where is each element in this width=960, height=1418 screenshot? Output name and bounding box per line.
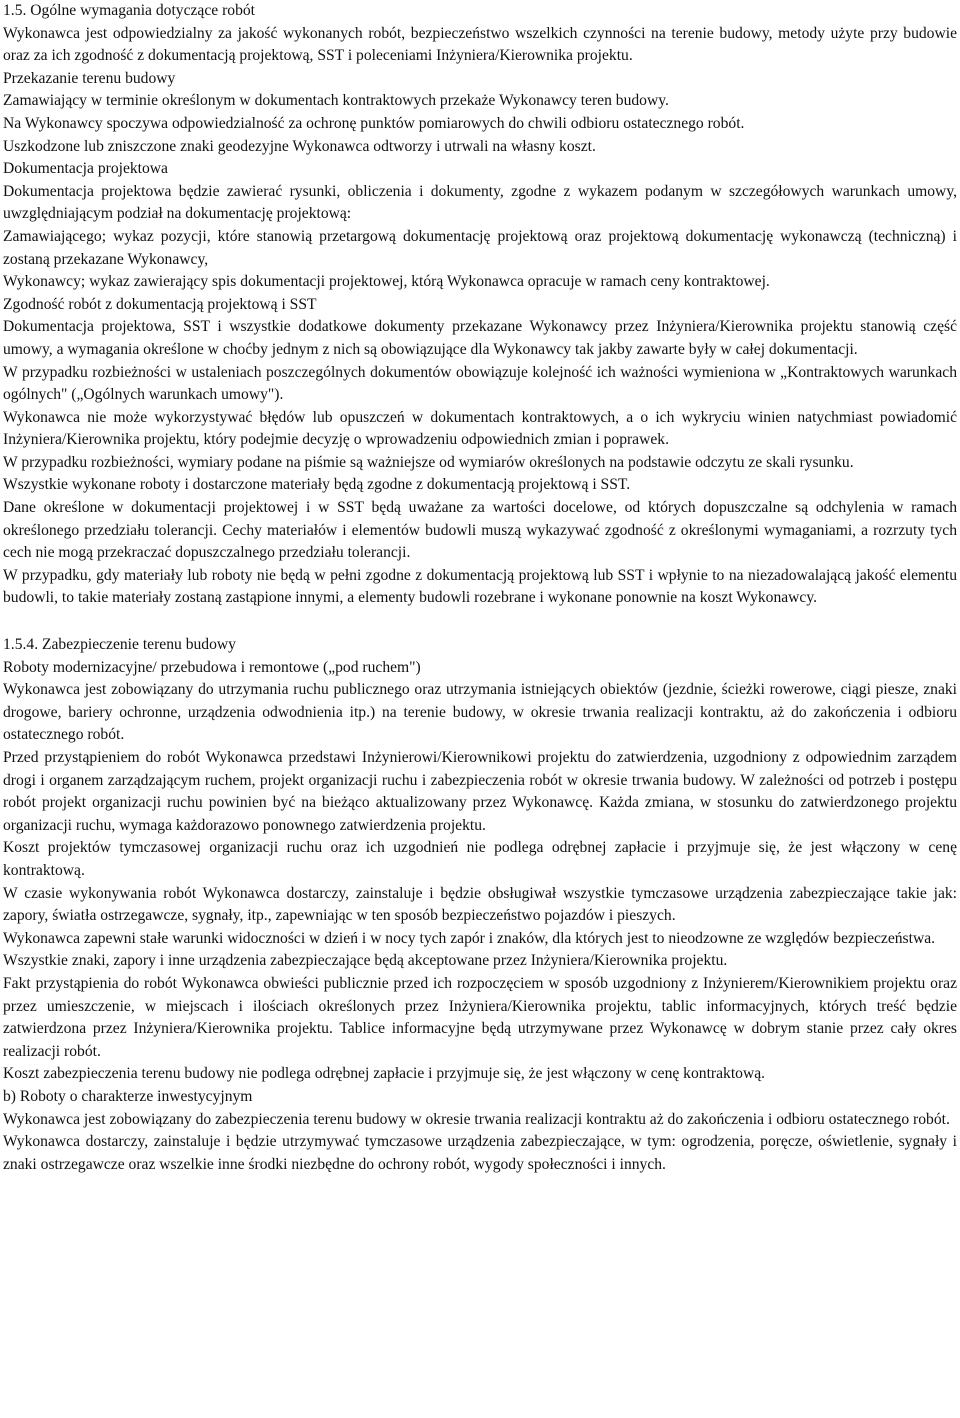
- subheading: b) Roboty o charakterze inwestycyjnym: [3, 1087, 253, 1105]
- paragraph: Wszystkie wykonane roboty i dostarczone materiały będą zgodne z dokumentacją projektową i SST.: [3, 476, 631, 494]
- paragraph: Koszt projektów tymczasowej organizacji ruchu oraz ich uzgodnień nie podlega odrębnej zapłacie i przyjmuje się, że jest włączony w cenę kontraktową.: [3, 839, 957, 879]
- paragraph: Dokumentacja projektowa będzie zawierać rysunki, obliczenia i dokumenty, zgodne z wykazem podanym w szczegółowych warunkach umowy, uwzględniającym podział na dokumentację projektową:: [3, 182, 957, 223]
- paragraph: Zamawiający w terminie określonym w dokumentach kontraktowych przekaże Wykonawcy teren budowy.: [3, 92, 669, 110]
- paragraph: W przypadku, gdy materiały lub roboty nie będą w pełni zgodne z dokumentacją projektową lub SST i wpłynie to na niezadowalającą jakość elementu budowli, to takie materiały zostaną zastąpione innymi, a elementy budowli rozebrane i wykonane ponownie na koszt Wykonawcy.: [3, 566, 957, 607]
- paragraph: Wykonawca dostarczy, zainstaluje i będzie utrzymywać tymczasowe urządzenia zabezpieczające, w tym: ogrodzenia, poręcze, oświetlenie, sygnały i znaki ostrzegawcze oraz wszelkie inne środki niezbędne do ochrony robót, wygody społeczności i innych.: [3, 1133, 957, 1173]
- paragraph: Zamawiającego; wykaz pozycji, które stanowią przetargową dokumentację projektową oraz projektową dokumentację wykonawczą (techniczną) i zostaną przekazane Wykonawcy,: [3, 227, 957, 268]
- paragraph: W przypadku rozbieżności, wymiary podane na piśmie są ważniejsze od wymiarów określonych na podstawie odczytu ze skali rysunku.: [3, 453, 854, 471]
- paragraph: Uszkodzone lub zniszczone znaki geodezyjne Wykonawca odtworzy i utrwali na własny koszt.: [3, 137, 596, 155]
- section-spacer: [3, 610, 957, 634]
- paragraph: Fakt przystąpienia do robót Wykonawca obwieści publicznie przed ich rozpoczęciem w sposób uzgodniony z Inżynierem/Kierownikiem projektu oraz przez umieszczenie, w miejscach i ilościach określonych przez Inżyniera/Kierownika projektu, tablic informacyjnych, których treść będzie zatwierdzona przez Inżyniera/Kierownika projektu. Tablice informacyjne będą utrzymywane przez Wykonawcę w dobrym stanie przez cały okres realizacji robót.: [3, 974, 957, 1060]
- paragraph: Wszystkie znaki, zapory i inne urządzenia zabezpieczające będą akceptowane przez Inżyniera/Kierownika projektu.: [3, 952, 728, 970]
- paragraph: Wykonawca nie może wykorzystywać błędów lub opuszczeń w dokumentach kontraktowych, a o ich wykryciu winien natychmiast powiadomić Inżyniera/Kierownika projektu, który podejmie decyzję o wprowadzeniu odpowiednich zmian i poprawek.: [3, 408, 957, 449]
- subheading: Przekazanie terenu budowy: [3, 69, 176, 87]
- paragraph: Wykonawca jest zobowiązany do zabezpieczenia terenu budowy w okresie trwania realizacji kontraktu aż do zakończenia i odbioru ostatecznego robót.: [3, 1110, 950, 1128]
- paragraph: Wykonawca jest odpowiedzialny za jakość wykonanych robót, bezpieczeństwo wszelkich czynności na terenie budowy, metody użyte przy budowie oraz za ich zgodność z dokumentacją projektową, SST i poleceniami Inżyniera/Kierownika projektu.: [3, 24, 957, 65]
- paragraph: Dane określone w dokumentacji projektowej i w SST będą uważane za wartości docelowe, od których dopuszczalne są odchylenia w ramach określonego przedziału tolerancji. Cechy materiałów i elementów budowli muszą wykazywać zgodność z określonymi wymaganiami, a rozrzuty tych cech nie mogą przekraczać dopuszczalnego przedziału tolerancji.: [3, 499, 957, 562]
- paragraph: W przypadku rozbieżności w ustaleniach poszczególnych dokumentów obowiązuje kolejność ich ważności wymieniona w „Kontraktowych warunkach ogólnych" („Ogólnych warunkach umowy").: [3, 363, 957, 404]
- paragraph: Przed przystąpieniem do robót Wykonawca przedstawi Inżynierowi/Kierownikowi projektu do zatwierdzenia, uzgodniony z odpowiednim zarządem drogi i organem zarządzającym ruchem, projekt organizacji ruchu i zabezpieczenia robót w okresie trwania budowy. W zależności od potrzeb i postępu robót projekt organizacji ruchu powinien być na bieżąco aktualizowany przez Wykonawcę. Każda zmiana, w stosunku do zatwierdzonego projektu organizacji ruchu, wymaga każdorazowo ponownego zatwierdzenia projektu.: [3, 749, 957, 834]
- subheading: Zgodność robót z dokumentacją projektową i SST: [3, 295, 317, 313]
- paragraph: Wykonawca zapewni stałe warunki widoczności w dzień i w nocy tych zapór i znaków, dla których jest to nieodzowne ze względów bezpieczeństwa.: [3, 929, 936, 947]
- subheading: Roboty modernizacyjne/ przebudowa i remontowe („pod ruchem"): [3, 658, 421, 676]
- paragraph: Koszt zabezpieczenia terenu budowy nie podlega odrębnej zapłacie i przyjmuje się, że jest włączony w cenę kontraktową.: [3, 1065, 766, 1083]
- section-heading: 1.5.4. Zabezpieczenie terenu budowy: [3, 636, 236, 654]
- paragraph: Wykonawca jest zobowiązany do utrzymania ruchu publicznego oraz utrzymania istniejących obiektów (jezdnie, ścieżki rowerowe, ciągi piesze, znaki drogowe, bariery ochronne, urządzenia odwodnienia itp.) na terenie budowy, w okresie trwania realizacji kontraktu, aż do zakończenia i odbioru ostatecznego robót.: [3, 681, 957, 744]
- paragraph: Na Wykonawcy spoczywa odpowiedzialność za ochronę punktów pomiarowych do chwili odbioru ostatecznego robót.: [3, 114, 745, 132]
- paragraph: Dokumentacja projektowa, SST i wszystkie dodatkowe dokumenty przekazane Wykonawcy przez Inżyniera/Kierownika projektu stanowią część umowy, a wymagania określone w choćby jednym z nich są obowiązujące dla Wykonawcy tak jakby zawarte były w całej dokumentacji.: [3, 318, 957, 358]
- paragraph: Wykonawcy; wykaz zawierający spis dokumentacji projektowej, którą Wykonawca opracuje w ramach ceny kontraktowej.: [3, 273, 770, 291]
- paragraph: W czasie wykonywania robót Wykonawca dostarczy, zainstaluje i będzie obsługiwał wszystkie tymczasowe urządzenia zabezpieczające takie jak: zapory, światła ostrzegawcze, sygnały, itp., zapewniając w ten sposób bezpieczeństwo pojazdów i pieszych.: [3, 884, 957, 925]
- subheading: Dokumentacja projektowa: [3, 160, 168, 178]
- section-heading: 1.5. Ogólne wymagania dotyczące robót: [3, 2, 256, 19]
